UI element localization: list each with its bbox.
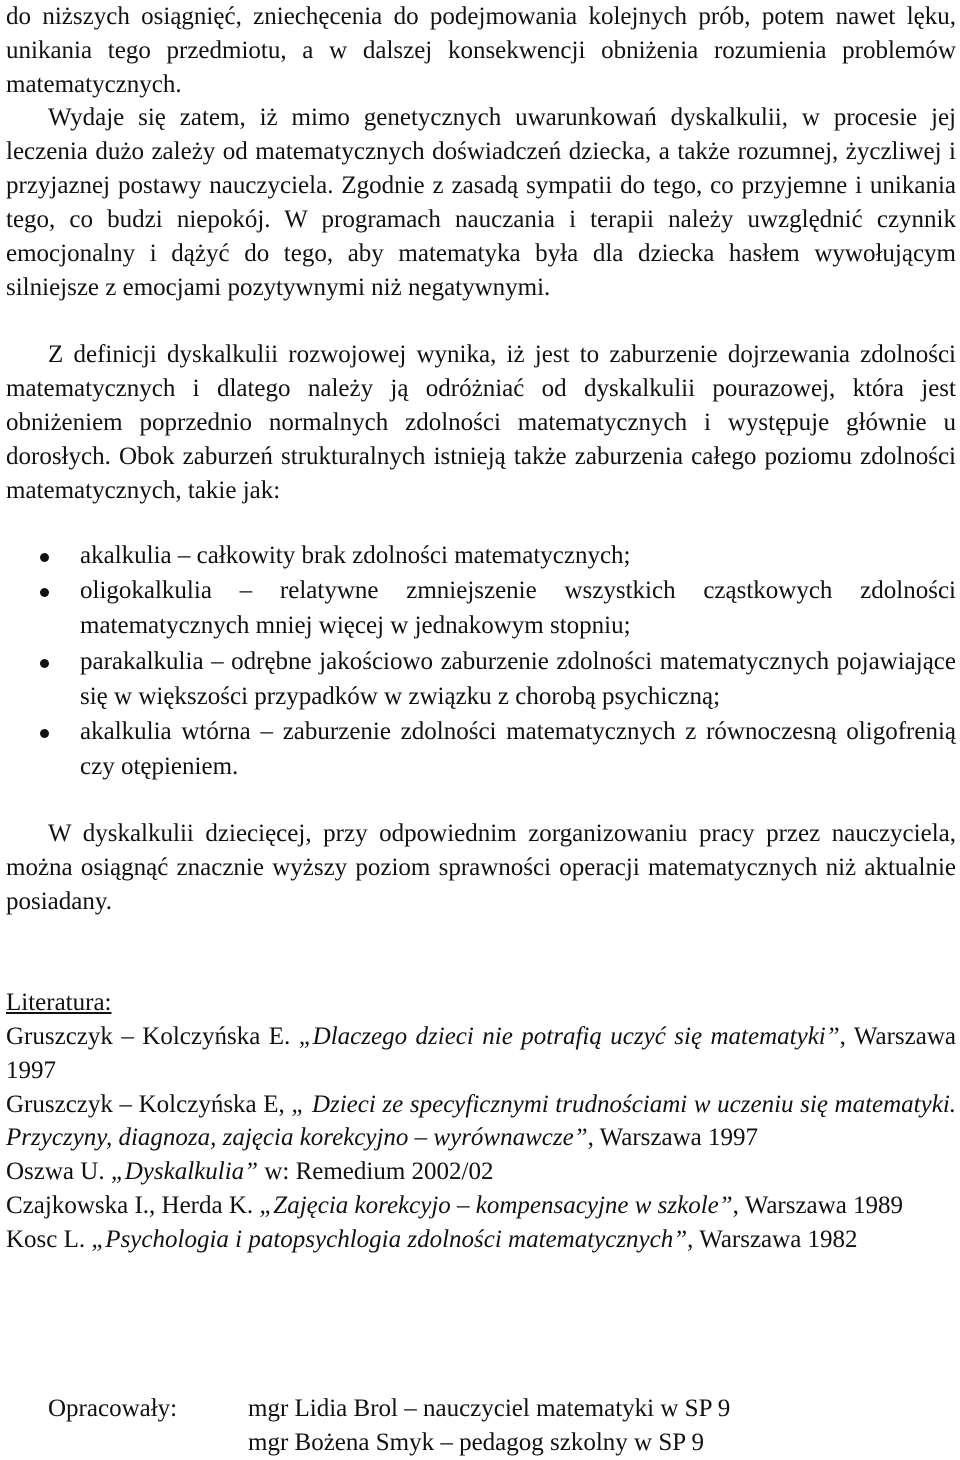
bullet-icon: [40, 588, 49, 597]
list-item: akalkulia – całkowity brak zdolności matematycznych;: [6, 538, 956, 573]
list-item: parakalkulia – odrębne jakościowo zaburzenie zdolności matematycznych pojawiające się w większości przypadków w związku z chorobą psychiczną;: [6, 644, 956, 714]
literature-heading: Literatura:: [6, 989, 112, 1016]
paragraph-definition: Z definicji dyskalkulii rozwojowej wynika, iż jest to zaburzenie dojrzewania zdolności matematycznych i dlatego należy ją odróżniać od dyskalkulii pourazowej, która jest obniżeniem poprzednio normalnych zdolności matematycznych i występuje głównie u dorosłych. Obok zaburzeń strukturalnych istnieją także zaburzenia całego poziomu zdolności matematycznych, takie jak:: [6, 341, 956, 504]
footer-label: Opracowały:: [48, 1395, 178, 1422]
author-footer: [48, 1392, 848, 1460]
disorder-list: [6, 538, 956, 784]
reference-item: Gruszczyk – Kolczyńska E, „ Dzieci ze specyficznymi trudnościami w uczeniu się matematyki. Przyczyny, diagnoza, zajęcia korekcyjno – wyrównawcze”, Warszawa 1997: [6, 1090, 957, 1152]
list-item: akalkulia wtórna – zaburzenie zdolności matematycznych z równoczesną oligofrenią czy otępieniem.: [6, 714, 956, 784]
bullet-icon: [40, 659, 49, 668]
footer-author-1: mgr Lidia Brol – nauczyciel matematyki w SP 9: [248, 1395, 731, 1422]
reference-list: [6, 1020, 956, 1257]
paragraph-intro: do niższych osiągnięć, zniechęcenia do podejmowania kolejnych prób, potem nawet lęku, unikania tego przedmiotu, a w dalszej konsekwencji obniżenia rozumienia problemów matematycznych.: [6, 3, 956, 98]
footer-author-2: mgr Bożena Smyk – pedagog szkolny w SP 9: [248, 1429, 704, 1456]
bullet-icon: [40, 553, 49, 562]
bullet-icon: [40, 729, 49, 738]
reference-item: Oszwa U. „Dyskalkulia” w: Remedium 2002/02: [6, 1158, 494, 1186]
list-item: oligokalkulia – relatywne zmniejszenie wszystkich cząstkowych zdolności matematycznych mniej więcej w jednakowym stopniu;: [6, 573, 956, 643]
reference-item: Kosc L. „Psychologia i patopsychlogia zdolności matematycznych”, Warszawa 1982: [6, 1225, 858, 1253]
paragraph-teacher-attitude: Wydaje się zatem, iż mimo genetycznych uwarunkowań dyskalkulii, w procesie jej leczenia dużo zależy od matematycznych doświadczeń dziecka, a także rozumnej, życzliwej i przyjaznej postawy nauczyciela. Zgodnie z zasadą sympatii do tego, co przyjemne i unikania tego, co budzi niepokój. W programach nauczania i terapii należy uwzględnić czynnik emocjonalny i dążyć do tego, aby matematyka była dla dziecka hasłem wywołującym silniejsze z emocjami pozytywnymi niż negatywnymi.: [6, 104, 956, 301]
reference-item: Gruszczyk – Kolczyńska E. „Dlaczego dzieci nie potrafią uczyć się matematyki”, Warszawa 1997: [6, 1023, 956, 1084]
reference-item: Czajkowska I., Herda K. „Zajęcia korekcyjo – kompensacyjne w szkole”, Warszawa 1989: [6, 1191, 904, 1219]
paragraph-conclusion: W dyskalkulii dziecięcej, przy odpowiednim zorganizowaniu pracy przez nauczyciela, można osiągnąć znacznie wyższy poziom sprawności operacji matematycznych niż aktualnie posiadany.: [6, 820, 956, 915]
